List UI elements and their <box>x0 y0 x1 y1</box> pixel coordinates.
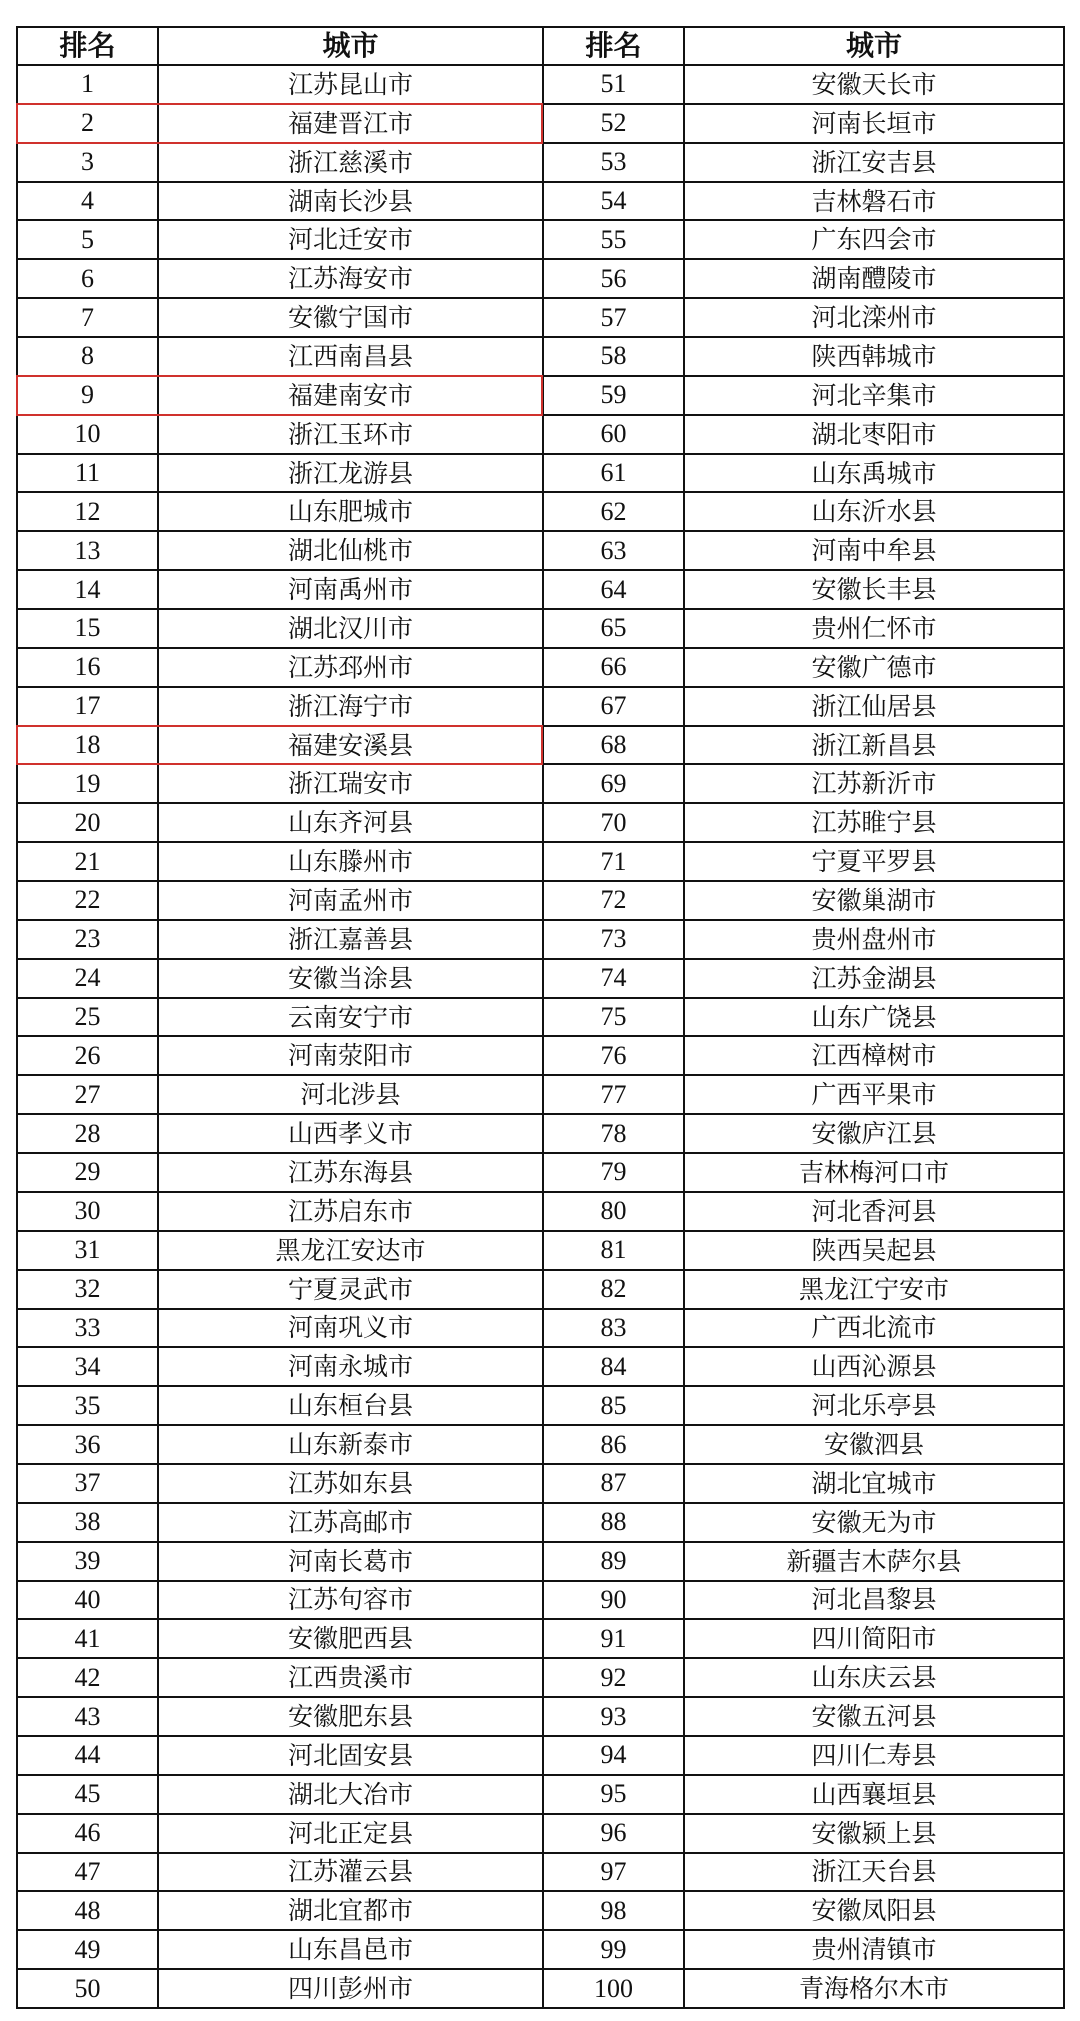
rank-cell-right: 88 <box>543 1503 684 1542</box>
city-cell-right: 新疆吉木萨尔县 <box>684 1542 1064 1581</box>
city-cell-right: 河北香河县 <box>684 1192 1064 1231</box>
city-cell-right: 山西襄垣县 <box>684 1775 1064 1814</box>
rank-cell-left: 39 <box>17 1542 158 1581</box>
table-row <box>17 1542 1064 1581</box>
table-row <box>17 1814 1064 1853</box>
city-cell-left: 江苏启东市 <box>158 1192 543 1231</box>
city-cell-left: 河南禹州市 <box>158 570 543 609</box>
table-row <box>17 1697 1064 1736</box>
city-cell-left: 福建南安市 <box>158 376 543 415</box>
table-row <box>17 881 1064 920</box>
rank-cell-right: 68 <box>543 726 684 765</box>
table-row <box>17 1270 1064 1309</box>
table-body <box>17 65 1064 2008</box>
city-cell-left: 湖北汉川市 <box>158 609 543 648</box>
rank-cell-right: 55 <box>543 220 684 259</box>
city-cell-right: 山西沁源县 <box>684 1347 1064 1386</box>
rank-cell-right: 59 <box>543 376 684 415</box>
rank-cell-left: 9 <box>17 376 158 415</box>
city-cell-left: 安徽肥东县 <box>158 1697 543 1736</box>
rank-cell-right: 98 <box>543 1891 684 1930</box>
rank-cell-right: 56 <box>543 259 684 298</box>
city-cell-right: 宁夏平罗县 <box>684 842 1064 881</box>
city-cell-right: 江苏金湖县 <box>684 959 1064 998</box>
city-cell-left: 山东桓台县 <box>158 1386 543 1425</box>
rank-cell-right: 63 <box>543 531 684 570</box>
city-cell-right: 广西北流市 <box>684 1309 1064 1348</box>
city-cell-right: 吉林梅河口市 <box>684 1153 1064 1192</box>
rank-cell-right: 52 <box>543 104 684 143</box>
city-cell-right: 河南中牟县 <box>684 531 1064 570</box>
rank-cell-right: 94 <box>543 1736 684 1775</box>
rank-cell-left: 42 <box>17 1658 158 1697</box>
city-cell-right: 山东广饶县 <box>684 998 1064 1037</box>
table-row <box>17 1658 1064 1697</box>
city-cell-right: 湖北宜城市 <box>684 1464 1064 1503</box>
table-row <box>17 1969 1064 2008</box>
rank-cell-left: 21 <box>17 842 158 881</box>
city-cell-left: 江西贵溪市 <box>158 1658 543 1697</box>
rank-cell-left: 35 <box>17 1386 158 1425</box>
rank-cell-right: 86 <box>543 1425 684 1464</box>
table-row <box>17 1386 1064 1425</box>
rank-cell-right: 93 <box>543 1697 684 1736</box>
rank-cell-right: 85 <box>543 1386 684 1425</box>
table-row <box>17 1347 1064 1386</box>
table-row <box>17 337 1064 376</box>
table-row <box>17 1075 1064 1114</box>
rank-cell-right: 76 <box>543 1036 684 1075</box>
rank-cell-right: 92 <box>543 1658 684 1697</box>
rank-cell-left: 43 <box>17 1697 158 1736</box>
city-cell-right: 山东沂水县 <box>684 492 1064 531</box>
city-cell-left: 山东昌邑市 <box>158 1930 543 1969</box>
rank-cell-right: 100 <box>543 1969 684 2008</box>
table-row <box>17 687 1064 726</box>
city-cell-left: 黑龙江安达市 <box>158 1231 543 1270</box>
city-cell-right: 江苏睢宁县 <box>684 803 1064 842</box>
rank-cell-right: 65 <box>543 609 684 648</box>
city-cell-right: 贵州仁怀市 <box>684 609 1064 648</box>
table-row <box>17 1736 1064 1775</box>
rank-cell-left: 6 <box>17 259 158 298</box>
rank-cell-right: 81 <box>543 1231 684 1270</box>
city-cell-right: 浙江仙居县 <box>684 687 1064 726</box>
rank-cell-right: 96 <box>543 1814 684 1853</box>
table-row <box>17 415 1064 454</box>
rank-cell-right: 73 <box>543 920 684 959</box>
county-ranking-table <box>16 26 1065 2009</box>
city-cell-left: 福建晋江市 <box>158 104 543 143</box>
city-cell-left: 湖南长沙县 <box>158 182 543 221</box>
table-row <box>17 1853 1064 1892</box>
rank-cell-right: 89 <box>543 1542 684 1581</box>
rank-cell-right: 53 <box>543 143 684 182</box>
city-cell-right: 安徽天长市 <box>684 65 1064 104</box>
rank-cell-right: 62 <box>543 492 684 531</box>
rank-cell-right: 95 <box>543 1775 684 1814</box>
city-cell-left: 浙江玉环市 <box>158 415 543 454</box>
table-row <box>17 1619 1064 1658</box>
city-cell-right: 湖南醴陵市 <box>684 259 1064 298</box>
city-cell-left: 山东滕州市 <box>158 842 543 881</box>
table-row <box>17 1503 1064 1542</box>
rank-cell-left: 23 <box>17 920 158 959</box>
city-cell-left: 山东新泰市 <box>158 1425 543 1464</box>
city-cell-right: 四川简阳市 <box>684 1619 1064 1658</box>
table-row <box>17 1930 1064 1969</box>
rank-cell-left: 25 <box>17 998 158 1037</box>
rank-cell-left: 8 <box>17 337 158 376</box>
city-cell-right: 山东庆云县 <box>684 1658 1064 1697</box>
rank-cell-right: 72 <box>543 881 684 920</box>
city-cell-left: 河南孟州市 <box>158 881 543 920</box>
rank-cell-left: 12 <box>17 492 158 531</box>
city-cell-left: 河北涉县 <box>158 1075 543 1114</box>
city-cell-right: 黑龙江宁安市 <box>684 1270 1064 1309</box>
city-cell-left: 江苏东海县 <box>158 1153 543 1192</box>
city-cell-left: 云南安宁市 <box>158 998 543 1037</box>
rank-cell-left: 4 <box>17 182 158 221</box>
rank-cell-left: 11 <box>17 454 158 493</box>
rank-cell-left: 46 <box>17 1814 158 1853</box>
city-cell-right: 贵州清镇市 <box>684 1930 1064 1969</box>
city-cell-right: 浙江天台县 <box>684 1853 1064 1892</box>
city-cell-left: 河北迁安市 <box>158 220 543 259</box>
header-city-left: 城市 <box>158 27 543 65</box>
rank-cell-right: 54 <box>543 182 684 221</box>
city-cell-left: 江西南昌县 <box>158 337 543 376</box>
city-cell-right: 广东四会市 <box>684 220 1064 259</box>
rank-cell-left: 37 <box>17 1464 158 1503</box>
table-row <box>17 959 1064 998</box>
table-row <box>17 764 1064 803</box>
rank-cell-right: 71 <box>543 842 684 881</box>
rank-cell-left: 19 <box>17 764 158 803</box>
rank-cell-left: 33 <box>17 1309 158 1348</box>
table-row <box>17 1891 1064 1930</box>
city-cell-left: 安徽当涂县 <box>158 959 543 998</box>
rank-cell-left: 49 <box>17 1930 158 1969</box>
city-cell-left: 浙江慈溪市 <box>158 143 543 182</box>
rank-cell-left: 36 <box>17 1425 158 1464</box>
table-row <box>17 454 1064 493</box>
city-cell-right: 湖北枣阳市 <box>684 415 1064 454</box>
rank-cell-right: 99 <box>543 1930 684 1969</box>
city-cell-right: 河北滦州市 <box>684 298 1064 337</box>
rank-cell-right: 83 <box>543 1309 684 1348</box>
city-cell-right: 浙江新昌县 <box>684 726 1064 765</box>
rank-cell-right: 84 <box>543 1347 684 1386</box>
city-cell-left: 江苏昆山市 <box>158 65 543 104</box>
table-row <box>17 609 1064 648</box>
rank-cell-left: 20 <box>17 803 158 842</box>
rank-cell-left: 3 <box>17 143 158 182</box>
rank-cell-left: 5 <box>17 220 158 259</box>
rank-cell-left: 17 <box>17 687 158 726</box>
city-cell-left: 江苏海安市 <box>158 259 543 298</box>
rank-cell-right: 80 <box>543 1192 684 1231</box>
city-cell-right: 安徽五河县 <box>684 1697 1064 1736</box>
table-row <box>17 1775 1064 1814</box>
city-cell-left: 福建安溪县 <box>158 726 543 765</box>
city-cell-right: 山东禹城市 <box>684 454 1064 493</box>
city-cell-left: 山西孝义市 <box>158 1114 543 1153</box>
table-row <box>17 492 1064 531</box>
rank-cell-right: 90 <box>543 1581 684 1620</box>
table-row <box>17 531 1064 570</box>
rank-cell-right: 58 <box>543 337 684 376</box>
city-cell-left: 安徽宁国市 <box>158 298 543 337</box>
table-row <box>17 1231 1064 1270</box>
rank-cell-left: 45 <box>17 1775 158 1814</box>
city-cell-left: 四川彭州市 <box>158 1969 543 2008</box>
city-cell-left: 山东齐河县 <box>158 803 543 842</box>
rank-cell-left: 15 <box>17 609 158 648</box>
table-row <box>17 298 1064 337</box>
rank-cell-right: 57 <box>543 298 684 337</box>
rank-cell-left: 18 <box>17 726 158 765</box>
rank-cell-left: 40 <box>17 1581 158 1620</box>
table-row <box>17 648 1064 687</box>
table-row <box>17 1153 1064 1192</box>
rank-cell-right: 87 <box>543 1464 684 1503</box>
header-rank-left: 排名 <box>17 27 158 65</box>
city-cell-left: 河北正定县 <box>158 1814 543 1853</box>
city-cell-left: 江苏灌云县 <box>158 1853 543 1892</box>
rank-cell-left: 7 <box>17 298 158 337</box>
rank-cell-right: 97 <box>543 1853 684 1892</box>
table-row <box>17 1464 1064 1503</box>
city-cell-left: 河南荥阳市 <box>158 1036 543 1075</box>
table-row <box>17 726 1064 765</box>
header-row <box>17 27 1064 65</box>
rank-cell-left: 30 <box>17 1192 158 1231</box>
city-cell-right: 吉林磐石市 <box>684 182 1064 221</box>
city-cell-right: 安徽长丰县 <box>684 570 1064 609</box>
city-cell-right: 安徽庐江县 <box>684 1114 1064 1153</box>
city-cell-right: 陕西吴起县 <box>684 1231 1064 1270</box>
rank-cell-left: 10 <box>17 415 158 454</box>
rank-cell-right: 70 <box>543 803 684 842</box>
table-row <box>17 143 1064 182</box>
header-rank-right: 排名 <box>543 27 684 65</box>
city-cell-right: 青海格尔木市 <box>684 1969 1064 2008</box>
city-cell-right: 河北昌黎县 <box>684 1581 1064 1620</box>
rank-cell-right: 60 <box>543 415 684 454</box>
city-cell-left: 河北固安县 <box>158 1736 543 1775</box>
table-row <box>17 376 1064 415</box>
city-cell-right: 四川仁寿县 <box>684 1736 1064 1775</box>
city-cell-left: 山东肥城市 <box>158 492 543 531</box>
rank-cell-left: 41 <box>17 1619 158 1658</box>
city-cell-right: 浙江安吉县 <box>684 143 1064 182</box>
city-cell-left: 河南长葛市 <box>158 1542 543 1581</box>
table-row <box>17 998 1064 1037</box>
city-cell-left: 河南巩义市 <box>158 1309 543 1348</box>
table-row <box>17 1114 1064 1153</box>
rank-cell-left: 14 <box>17 570 158 609</box>
rank-cell-right: 51 <box>543 65 684 104</box>
rank-cell-left: 34 <box>17 1347 158 1386</box>
table-row <box>17 1581 1064 1620</box>
city-cell-left: 浙江瑞安市 <box>158 764 543 803</box>
city-cell-left: 安徽肥西县 <box>158 1619 543 1658</box>
city-cell-left: 湖北宜都市 <box>158 1891 543 1930</box>
rank-cell-left: 31 <box>17 1231 158 1270</box>
city-cell-right: 江苏新沂市 <box>684 764 1064 803</box>
city-cell-left: 江苏如东县 <box>158 1464 543 1503</box>
rank-cell-left: 38 <box>17 1503 158 1542</box>
rank-cell-right: 67 <box>543 687 684 726</box>
city-cell-left: 湖北大冶市 <box>158 1775 543 1814</box>
table-row <box>17 842 1064 881</box>
rank-cell-left: 16 <box>17 648 158 687</box>
city-cell-right: 安徽凤阳县 <box>684 1891 1064 1930</box>
city-cell-right: 安徽广德市 <box>684 648 1064 687</box>
table-row <box>17 1192 1064 1231</box>
city-cell-left: 湖北仙桃市 <box>158 531 543 570</box>
rank-cell-left: 47 <box>17 1853 158 1892</box>
city-cell-left: 浙江海宁市 <box>158 687 543 726</box>
ranking-sheet <box>16 26 1063 2009</box>
rank-cell-right: 69 <box>543 764 684 803</box>
rank-cell-left: 1 <box>17 65 158 104</box>
rank-cell-left: 44 <box>17 1736 158 1775</box>
table-row <box>17 570 1064 609</box>
table-row <box>17 182 1064 221</box>
table-row <box>17 220 1064 259</box>
city-cell-right: 广西平果市 <box>684 1075 1064 1114</box>
city-cell-right: 河北辛集市 <box>684 376 1064 415</box>
header-city-right: 城市 <box>684 27 1064 65</box>
city-cell-right: 贵州盘州市 <box>684 920 1064 959</box>
rank-cell-right: 77 <box>543 1075 684 1114</box>
city-cell-left: 浙江嘉善县 <box>158 920 543 959</box>
rank-cell-left: 27 <box>17 1075 158 1114</box>
rank-cell-left: 32 <box>17 1270 158 1309</box>
table-row <box>17 104 1064 143</box>
rank-cell-right: 79 <box>543 1153 684 1192</box>
rank-cell-right: 82 <box>543 1270 684 1309</box>
city-cell-right: 河南长垣市 <box>684 104 1064 143</box>
rank-cell-right: 61 <box>543 454 684 493</box>
table-row <box>17 1425 1064 1464</box>
table-row <box>17 1036 1064 1075</box>
rank-cell-left: 48 <box>17 1891 158 1930</box>
city-cell-right: 陕西韩城市 <box>684 337 1064 376</box>
rank-cell-left: 50 <box>17 1969 158 2008</box>
city-cell-left: 江苏高邮市 <box>158 1503 543 1542</box>
rank-cell-right: 74 <box>543 959 684 998</box>
rank-cell-left: 13 <box>17 531 158 570</box>
table-row <box>17 803 1064 842</box>
rank-cell-left: 28 <box>17 1114 158 1153</box>
rank-cell-right: 64 <box>543 570 684 609</box>
rank-cell-left: 26 <box>17 1036 158 1075</box>
rank-cell-right: 91 <box>543 1619 684 1658</box>
city-cell-right: 安徽颍上县 <box>684 1814 1064 1853</box>
rank-cell-left: 29 <box>17 1153 158 1192</box>
city-cell-right: 安徽泗县 <box>684 1425 1064 1464</box>
rank-cell-left: 22 <box>17 881 158 920</box>
table-row <box>17 1309 1064 1348</box>
rank-cell-right: 66 <box>543 648 684 687</box>
rank-cell-right: 78 <box>543 1114 684 1153</box>
table-row <box>17 259 1064 298</box>
city-cell-left: 江苏句容市 <box>158 1581 543 1620</box>
city-cell-right: 安徽无为市 <box>684 1503 1064 1542</box>
rank-cell-right: 75 <box>543 998 684 1037</box>
city-cell-left: 河南永城市 <box>158 1347 543 1386</box>
city-cell-left: 宁夏灵武市 <box>158 1270 543 1309</box>
city-cell-right: 河北乐亭县 <box>684 1386 1064 1425</box>
city-cell-left: 江苏邳州市 <box>158 648 543 687</box>
city-cell-right: 安徽巢湖市 <box>684 881 1064 920</box>
city-cell-right: 江西樟树市 <box>684 1036 1064 1075</box>
rank-cell-left: 2 <box>17 104 158 143</box>
table-row <box>17 920 1064 959</box>
city-cell-left: 浙江龙游县 <box>158 454 543 493</box>
table-row <box>17 65 1064 104</box>
rank-cell-left: 24 <box>17 959 158 998</box>
